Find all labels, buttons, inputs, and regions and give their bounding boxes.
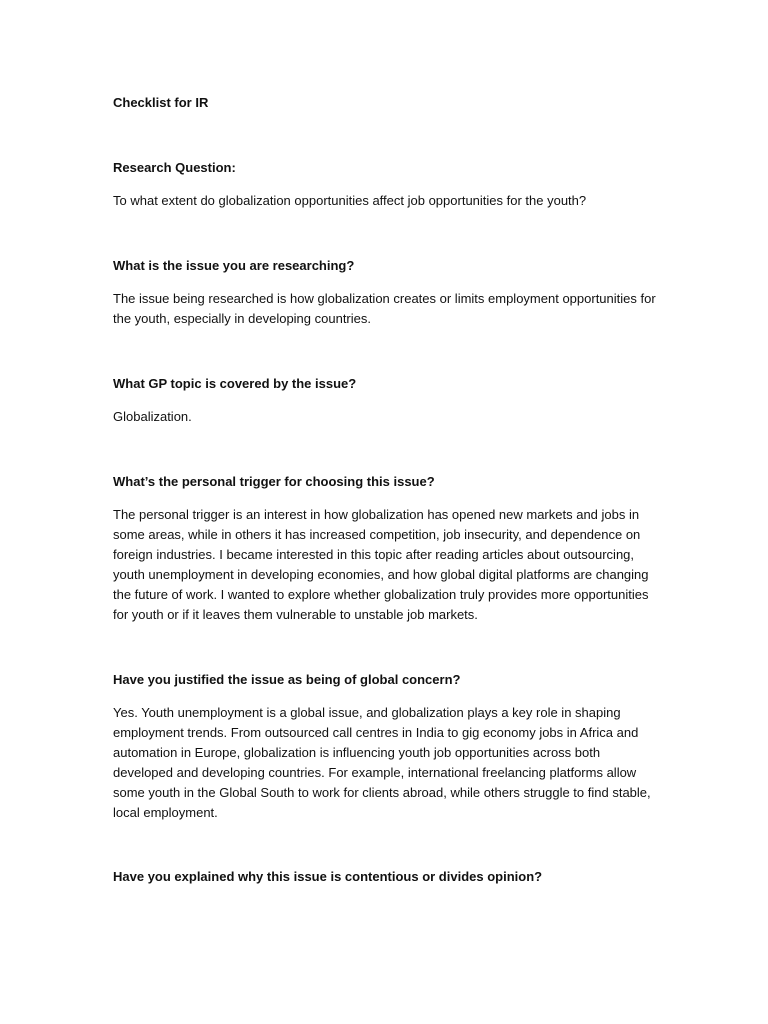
section-question: What is the issue you are researching? — [113, 258, 355, 273]
section-personal-trigger — [113, 472, 658, 625]
section-answer: The issue being researched is how globalization creates or limits employment opportunities for the youth, especially in developing countries. — [113, 291, 656, 326]
section-question: Have you explained why this issue is contentious or divides opinion? — [113, 869, 543, 884]
section-research-question — [113, 158, 658, 211]
section-answer: Globalization. — [113, 409, 192, 424]
section-question: Have you justified the issue as being of global concern? — [113, 672, 461, 687]
section-question: Research Question: — [113, 160, 236, 175]
section-question: What GP topic is covered by the issue? — [113, 376, 357, 391]
section-answer: Yes. Youth unemployment is a global issue, and globalization plays a key role in shaping employment trends. From outsourced call centres in India to gig economy jobs in Africa and automation in Europe, globalization is influencing youth job opportunities across both developed and developing countries. For example, international freelancing platforms allow some youth in the Global South to work for clients abroad, while others struggle to find stable, local employment. — [113, 705, 651, 820]
section-answer: To what extent do globalization opportunities affect job opportunities for the youth? — [113, 193, 587, 208]
section-answer: The personal trigger is an interest in how globalization has opened new markets and jobs in some areas, while in others it has increased competition, job insecurity, and dependence on foreign industries. I became interested in this topic after reading articles about outsourcing, youth unemployment in developing economies, and how global digital platforms are changing the future of work. I wanted to explore whether globalization truly provides more opportunities for youth or if it leaves them vulnerable to unstable job markets. — [113, 507, 649, 622]
section-contentious — [113, 867, 658, 887]
document-title: Checklist for IR — [113, 95, 209, 110]
section-question: What’s the personal trigger for choosing this issue? — [113, 474, 435, 489]
section-issue — [113, 256, 658, 329]
section-global-concern — [113, 670, 658, 823]
section-gp-topic — [113, 374, 658, 427]
